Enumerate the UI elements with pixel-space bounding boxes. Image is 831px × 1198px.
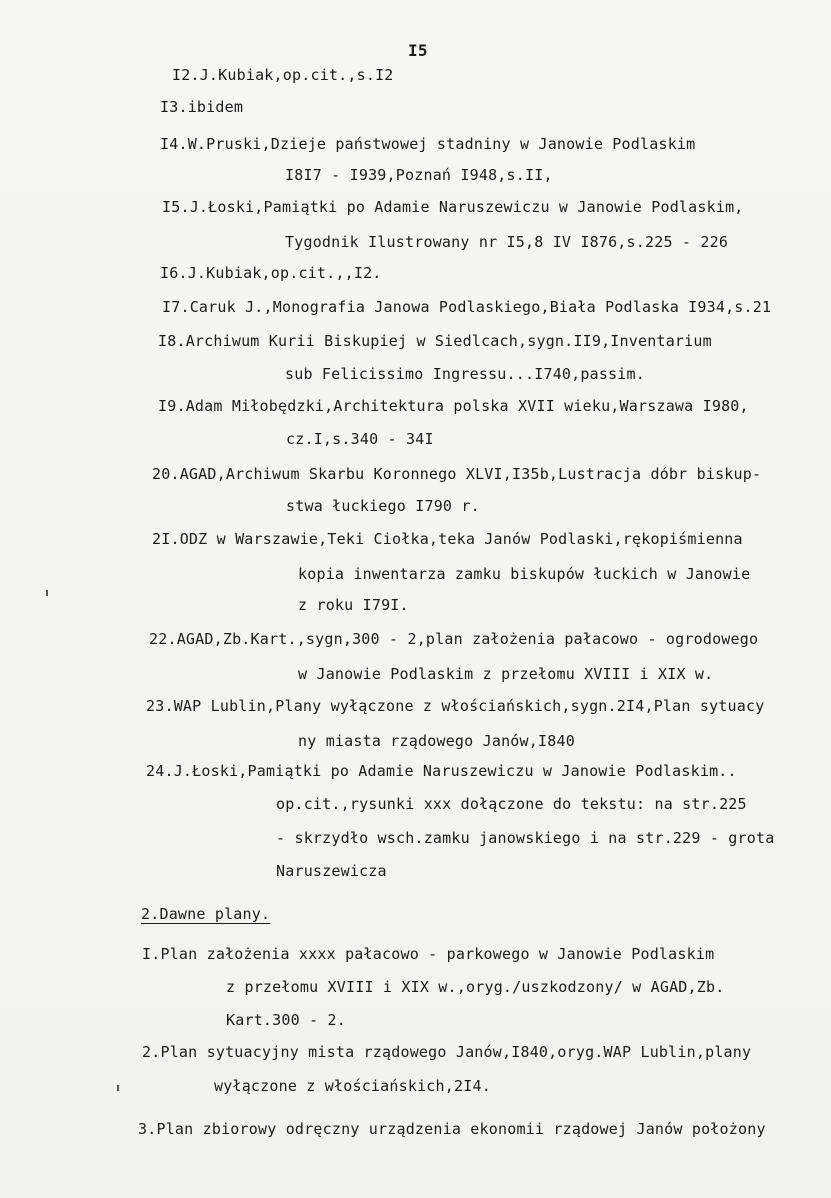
footnote-21-line-1: 2I.ODZ w Warszawie,Teki Ciołka,teka Janów Podlaski,rękopiśmienna — [152, 530, 743, 548]
footnote-24-line-2: op.cit.,rysunki xxx dołączone do tekstu: na str.225 — [276, 795, 747, 813]
footnote-24-line-1: 24.J.Łoski,Pamiątki po Adamie Naruszewiczu w Janowie Podlaskim.. — [146, 762, 737, 780]
footnote-21-line-2: kopia inwentarza zamku biskupów łuckich w Janowie — [298, 565, 751, 583]
footnote-24-line-3: - skrzydło wsch.zamku janowskiego i na str.229 - grota — [276, 829, 775, 847]
plan-2-line-2: wyłączone z włościańskich,2I4. — [214, 1077, 491, 1095]
page-number: I5 — [408, 41, 428, 60]
footnote-14-line-1: I4.W.Pruski,Dzieje państwowej stadniny w Janowie Podlaskim — [160, 135, 696, 153]
footnote-24-line-4: Naruszewicza — [276, 862, 387, 880]
footnote-15-line-1: I5.J.Łoski,Pamiątki po Adamie Naruszewiczu w Janowie Podlaskim, — [162, 198, 744, 216]
footnote-16: I6.J.Kubiak,op.cit.,,I2. — [160, 264, 382, 282]
footnote-15-line-2: Tygodnik Ilustrowany nr I5,8 IV I876,s.225 - 226 — [285, 233, 729, 251]
footnote-19-line-2: cz.I,s.340 - 34I — [286, 430, 434, 448]
plan-3-line-1: 3.Plan zbiorowy odręczny urządzenia ekonomii rządowej Janów położony — [138, 1120, 766, 1138]
plan-1-line-1: I.Plan założenia xxxx pałacowo - parkowego w Janowie Podlaskim — [142, 945, 715, 963]
plan-1-line-3: Kart.300 - 2. — [226, 1011, 346, 1029]
footnote-18-line-1: I8.Archiwum Kurii Biskupiej w Siedlcach,sygn.II9,Inventarium — [158, 332, 712, 350]
footnote-12: I2.J.Kubiak,op.cit.,s.I2 — [172, 66, 394, 84]
footnote-14-line-2: I8I7 - I939,Poznań I948,s.II, — [285, 166, 553, 184]
margin-speck — [117, 1085, 119, 1091]
footnote-22-line-1: 22.AGAD,Zb.Kart.,sygn,300 - 2,plan założenia pałacowo - ogrodowego — [149, 630, 759, 648]
plan-1-line-2: z przełomu XVIII i XIX w.,oryg./uszkodzony/ w AGAD,Zb. — [226, 978, 725, 996]
footnote-19-line-1: I9.Adam Miłobędzki,Architektura polska XVII wieku,Warszawa I980, — [158, 397, 749, 415]
footnote-20-line-1: 20.AGAD,Archiwum Skarbu Koronnego XLVI,I35b,Lustracja dóbr biskup- — [152, 465, 762, 483]
footnote-22-line-2: w Janowie Podlaskim z przełomu XVIII i XIX w. — [298, 665, 714, 683]
margin-speck — [46, 590, 48, 596]
footnote-20-line-2: stwa łuckiego I790 r. — [286, 497, 480, 515]
plan-2-line-1: 2.Plan sytuacyjny mista rządowego Janów,I840,oryg.WAP Lublin,plany — [142, 1043, 752, 1061]
footnote-13: I3.ibidem — [160, 98, 244, 116]
section-heading-old-plans: 2.Dawne plany. — [141, 905, 271, 923]
footnote-21-line-3: z roku I79I. — [298, 596, 409, 614]
footnote-18-line-2: sub Felicissimo Ingressu...I740,passim. — [285, 365, 645, 383]
footnote-23-line-2: ny miasta rządowego Janów,I840 — [298, 732, 575, 750]
footnote-23-line-1: 23.WAP Lublin,Plany wyłączone z włościańskich,sygn.2I4,Plan sytuacy — [146, 697, 765, 715]
footnote-17: I7.Caruk J.,Monografia Janowa Podlaskiego,Biała Podlaska I934,s.21 — [162, 298, 772, 316]
